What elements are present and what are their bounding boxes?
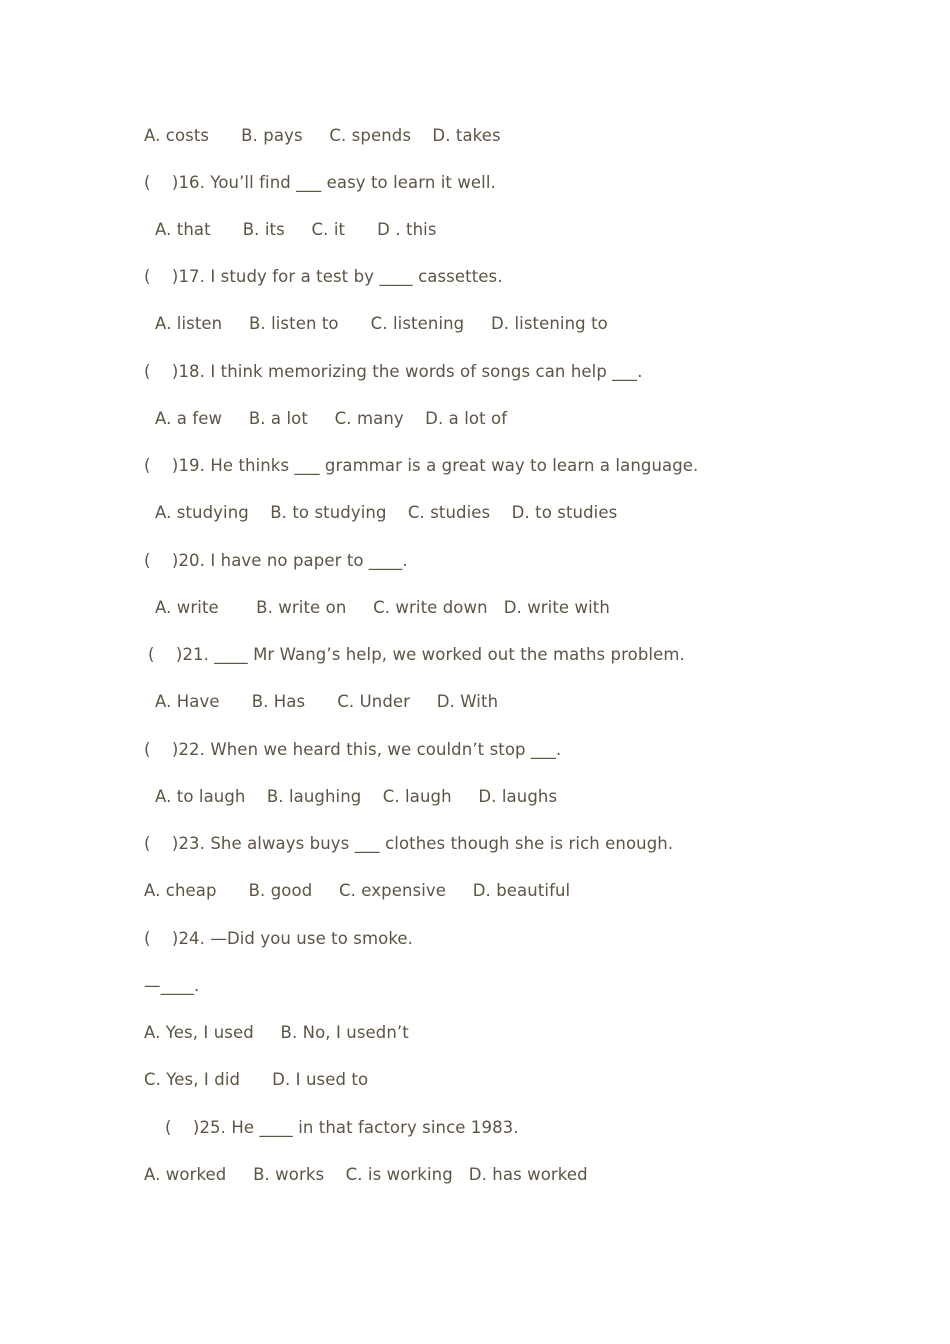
q24-options-cd: C. Yes, I did D. I used to (144, 1070, 369, 1089)
q20-options: A. write B. write on C. write down D. write with (155, 598, 610, 617)
q25-options: A. worked B. works C. is working D. has worked (144, 1165, 588, 1184)
q17-question: ( )17. I study for a test by ____ cassettes. (144, 267, 503, 286)
q25-question: ( )25. He ____ in that factory since 1983. (165, 1118, 519, 1137)
q17-options: A. listen B. listen to C. listening D. listening to (155, 314, 608, 333)
q21-options: A. Have B. Has C. Under D. With (155, 692, 499, 711)
q18-question: ( )18. I think memorizing the words of songs can help ___. (144, 362, 643, 381)
q15-options: A. costs B. pays C. spends D. takes (144, 126, 501, 145)
q18-options: A. a few B. a lot C. many D. a lot of (155, 409, 508, 428)
q22-question: ( )22. When we heard this, we couldn’t stop ___. (144, 740, 562, 759)
q19-question: ( )19. He thinks ___ grammar is a great way to learn a language. (144, 456, 699, 475)
q23-options: A. cheap B. good C. expensive D. beautiful (144, 881, 571, 900)
q16-options: A. that B. its C. it D . this (155, 220, 437, 239)
q16-question: ( )16. You’ll find ___ easy to learn it well. (144, 173, 496, 192)
q24-question: ( )24. —Did you use to smoke. (144, 929, 413, 948)
q21-question: ( )21. ____ Mr Wang’s help, we worked out the maths problem. (148, 645, 685, 664)
q19-options: A. studying B. to studying C. studies D. to studies (155, 503, 618, 522)
q23-question: ( )23. She always buys ___ clothes though she is rich enough. (144, 834, 674, 853)
q24-options-ab: A. Yes, I used B. No, I usedn’t (144, 1023, 409, 1042)
q22-options: A. to laugh B. laughing C. laugh D. laughs (155, 787, 558, 806)
q20-question: ( )20. I have no paper to ____. (144, 551, 408, 570)
q24-reply: —____. (144, 976, 200, 995)
